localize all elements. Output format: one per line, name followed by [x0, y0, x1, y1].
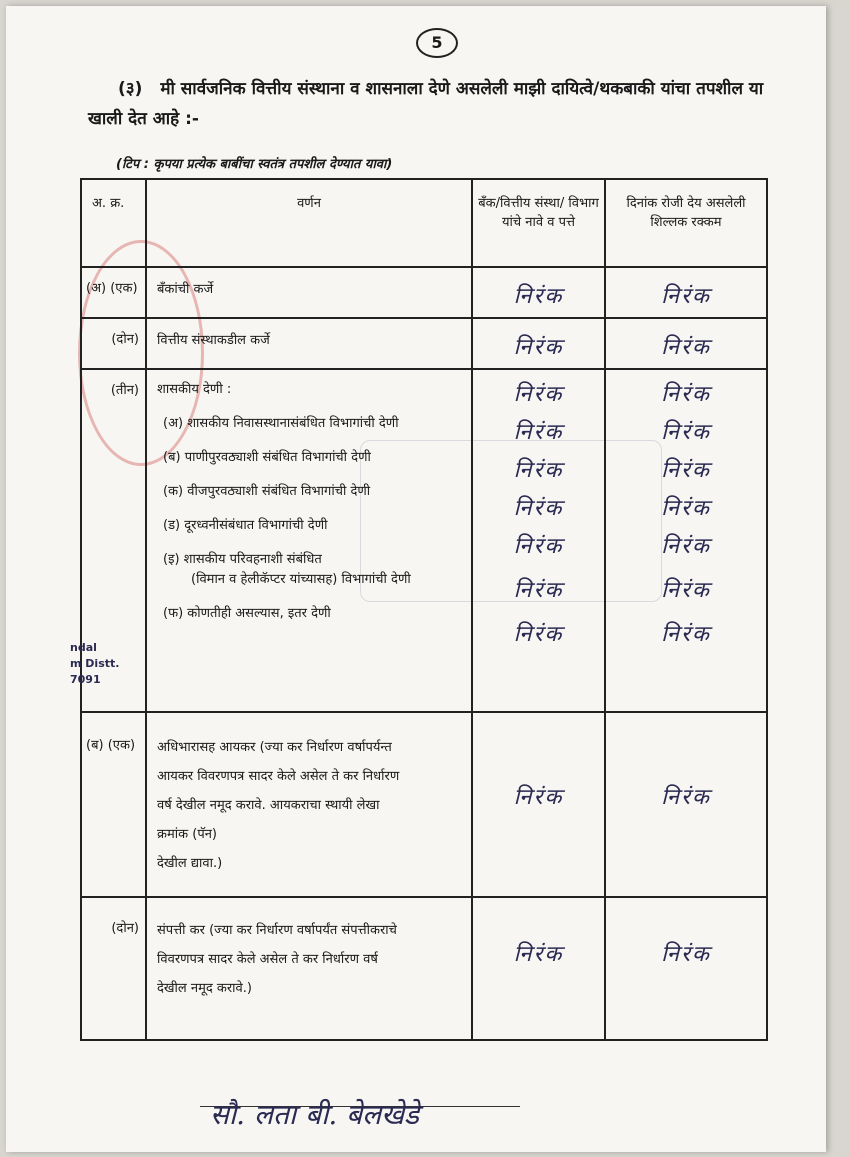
page-number: 5 [416, 28, 458, 58]
row-description: संपत्ती कर (ज्या कर निर्धारण वर्षापर्यंत संपत्तीकराचे विवरणपत्र सादर केले असेल ते कर निर्धारण वर्ष देखील नमूद करावे.) [146, 897, 472, 1040]
row-serial: (ब) (एक) [81, 712, 146, 897]
row-description: अधिभारासह आयकर (ज्या कर निर्धारण वर्षापर्यन्त आयकर विवरणपत्र सादर केले असेल ते कर निर्धारण वर्ष देखील नमूद करावे. आयकराचा स्थायी लेखा क्रमांक (पॅन) देखील द्यावा.) [146, 712, 472, 897]
row-serial: (तीन) [81, 369, 146, 712]
row-description [146, 369, 472, 712]
row-amount-value: निरंक [605, 897, 767, 1040]
row-serial: (दोन) [81, 897, 146, 1040]
table-row-govt-dues [81, 369, 767, 712]
row-bank-value: निरंक [472, 318, 605, 369]
govt-dues-title: शासकीय देणी : [157, 382, 232, 397]
table-row-wealth-tax [81, 897, 767, 1040]
row-description: बँकांची कर्जे [146, 267, 472, 318]
govt-item: (अ) शासकीय निवासस्थानासंबंधित विभागांची देणी [163, 416, 399, 431]
instruction-note: (टिप : कृपया प्रत्येक बाबींचा स्वतंत्र तपशील देण्यात यावा) [116, 157, 393, 172]
header-amount: दिनांक रोजी देय असलेली शिल्लक रक्कम [605, 179, 767, 267]
row-amount-value: निरंक [605, 318, 767, 369]
row-bank-value: निरंक [472, 712, 605, 897]
header-description: वर्णन [146, 179, 472, 267]
govt-item: (क) वीजपुरवठ्याशी संबंधित विभागांची देणी [163, 484, 371, 499]
table-row [81, 318, 767, 369]
govt-item: (इ) शासकीय परिवहनाशी संबंधित (विमान व हेलीकॅप्टर यांच्यासह) विभागांची देणी [163, 552, 411, 587]
liabilities-table [80, 178, 768, 1041]
table-header-row [81, 179, 767, 267]
signature: सौ. लता बी. बेलखेडे [210, 1098, 419, 1131]
govt-item: (ड) दूरध्वनीसंबंधात विभागांची देणी [163, 518, 328, 533]
header-serial: अ. क्र. [81, 179, 146, 267]
row-amount-value: निरंक [605, 267, 767, 318]
row-amount-value: निरंक [605, 712, 767, 897]
section-heading [88, 74, 788, 134]
table-row [81, 267, 767, 318]
side-stamp-text: ndal m Distt. 7091 [70, 641, 120, 686]
table-row-income-tax [81, 712, 767, 897]
row-bank-value: निरंक [472, 897, 605, 1040]
section-number: (३) [118, 79, 143, 99]
govt-item: (ब) पाणीपुरवठ्याशी संबंधित विभागांची देणी [163, 450, 371, 465]
row-bank-value: निरंक निरंक निरंक निरंक निरंक निरंक निरंक [472, 369, 605, 712]
row-description: वित्तीय संस्थाकडील कर्जे [146, 318, 472, 369]
row-serial: (अ) (एक) [81, 267, 146, 318]
row-serial: (दोन) [81, 318, 146, 369]
row-amount-value: निरंक निरंक निरंक निरंक निरंक निरंक निरंक [605, 369, 767, 712]
section-heading-text: मी सार्वजनिक वित्तीय संस्थाना व शासनाला देणे असलेली माझी दायित्वे/थकबाकी यांचा तपशील या खाली देत आहे :- [88, 79, 764, 129]
govt-item: (फ) कोणतीही असल्यास, इतर देणी [163, 606, 331, 621]
row-bank-value: निरंक [472, 267, 605, 318]
header-bank: बँक/वित्तीय संस्था/ विभाग यांचे नावे व पत्ते [472, 179, 605, 267]
